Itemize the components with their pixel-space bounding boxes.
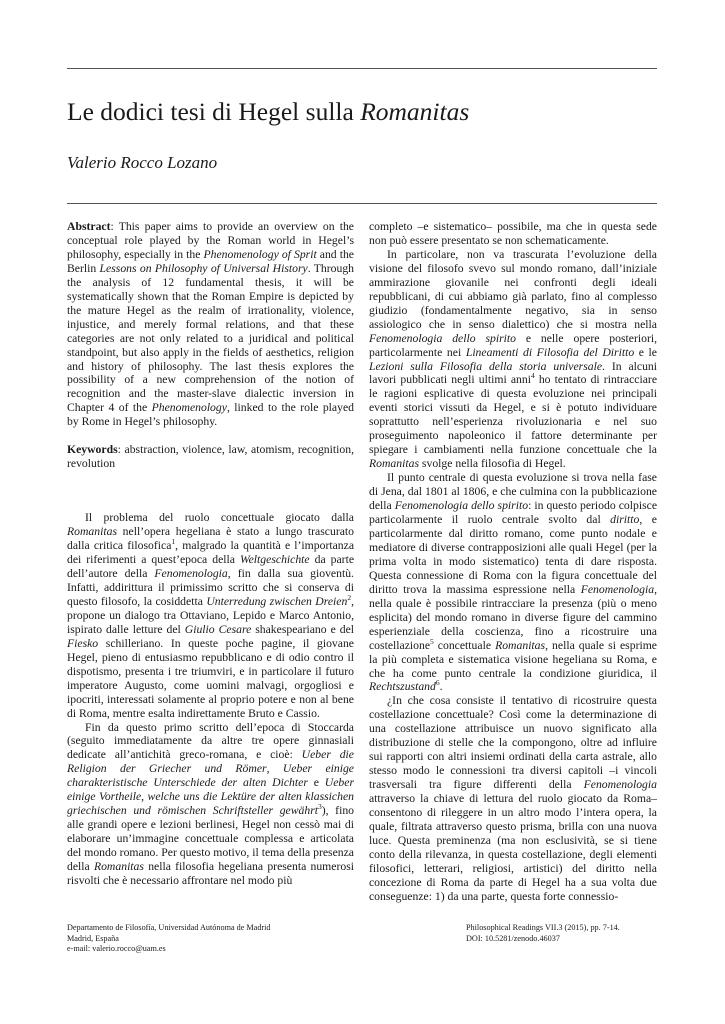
author-name: Valerio Rocco Lozano [67,153,218,172]
text-run: ¿In che cosa consiste il tentativo di ricostruire questa costellazione concettuale? Così come la determinazione di una costellazione attribuisce un nuovo significato alla distribuzione di stelle che la compongono, oltre ad influire sui rapporti con altri insiemi ordinati della carta astrale, allo stesso modo le connessioni tra diversi capitoli –i vincoli trasversali tra figure differenti della [369,694,657,792]
text-run: , [266,762,283,776]
text-run: e [307,776,325,790]
italic-run: Fenomenologia [580,582,655,596]
article-title [67,96,469,128]
text-run: Fin da questo primo scritto dell’epoca di Stoccarda (seguito immediatamente da altre tre opere ginnasiali dedicate all’antichità greco-romana, e cioè: [67,720,354,762]
left-column [67,220,354,888]
journal-info [466,923,620,944]
text-run: . [439,680,443,694]
text-run: , nella quale è possibile rintracciare la presenza (più o meno esplicita) del mondo romano in diverse figure del cammino esperienziale della coscienza, fino a ricostruire una costellazione [369,582,657,652]
text-run: svolge nella filosofia di Hegel. [419,457,566,471]
footnote-ref[interactable]: 4 [530,371,535,381]
italic-run: Romanitas [369,457,419,471]
italic-run: Fenomenologia dello spirito [369,331,516,345]
text-run: nell’opera hegeliana è stato a lungo trascurato dalla critica filosofica [67,525,354,553]
footnote-ref[interactable]: 2 [347,593,352,603]
text-run: schilleriano. In queste poche pagine, il giovane Hegel, pieno di entusiasmo repubblicano e di odio contro il dispotismo, presenta i tre triumviri, e in particolare il futuro imperatore Augusto, come uomini malvagi, orgogliosi e ipocriti, interessati solamente al proprio potere e non al bene di Roma, mentre esalta indirettamente Bruto e Cassio. [67,636,354,720]
text-run: , fin dalla sua gioventù. Infatti, addirittura il primissimo scritto che si conserva di questo filosofo, la cosiddetta [67,567,354,608]
keywords-text: : abstraction, violence, law, atomism, recognition, revolution [67,443,354,471]
footnote-ref[interactable]: 1 [171,537,176,547]
text-run: , propone un dialogo tra Ottaviano, Lepido e Marco Antonio, ispirato dalle letture del [67,594,354,636]
italic-run: Fenomenologia dello spirito [394,499,529,513]
italic-run: Giulio Cesare [184,622,252,636]
text-run: e nelle opere posteriori, particolarmente nei [369,331,658,359]
italic-run: Unterredung zwischen Dreien [206,594,348,608]
body-paragraph: completo –e sistematico– possibile, ma che in questa sede non può essere presentato se non schematicamente. [369,220,657,247]
abstract [67,220,354,429]
italic-run: Ueber einige Vortheile, welche uns die Lektüre der alten klassichen griechischen und römischen Schriftsteller gewährt [67,776,354,818]
abstract-text: , linked to the role played by Rome in Hegel’s philosophy. [67,401,354,429]
footnote-ref[interactable]: 6 [435,678,440,688]
keywords [67,443,354,471]
text-run: shakespeariano e del [251,622,355,636]
abstract-text: : This paper aims to provide an overview on the conceptual role played by the Roman world in Hegel’s philosophy, especially in the [67,220,354,261]
text-run: , malgrado la quantità e l’importanza dei riferimenti a quest’epoca della [67,539,355,567]
body-paragraph [67,721,354,888]
footnote-ref[interactable]: 5 [430,636,434,646]
affiliation-line: Madrid, España [67,933,119,943]
footnote-ref[interactable]: 3 [318,802,322,812]
text-run: da parte dell’autore della [67,553,355,581]
title-text: Le dodici tesi di Hegel sulla [67,97,361,126]
body-paragraph [369,694,657,903]
text-run: ho tentato di rintracciare le ragioni esplicative di questa evoluzione nei principali eventi storici vissuti da Hegel, e si è potuto individuare soprattutto nell’esperienza rivoluzionaria e nel suo proseguimento napoleonico il fattore determinante per spiegare i cambiamenti nella funzione concettuale che la [369,373,658,457]
italic-run: Romanitas [67,525,117,539]
top-rule [67,68,657,69]
italic-run: Fiesko [67,636,99,650]
italic-run: Lineamenti di Filosofia del Diritto [465,345,635,359]
italic-run: Ueber einige charakteristische Unterschiede der alten Dichter [67,762,354,790]
text-run: attraverso la chiave di lettura del ruolo giocato da Roma– consentono di rileggere in un altro modo l’intera opera, la quale, filtrata attraverso questo prisma, brilla con una nuova luce. Questa preminenza (ma non esclusività, se si tiene conto della rilevanza, in questa costellazione, degli elementi filosofici, letterari, religiosi, artistici) del diritto nella concezione di Roma da parte di Hegel ha a sua volta due conseguenze: 1) da una parte, questa forte connessio- [369,792,657,903]
abstract-text: and the Berlin [67,247,354,275]
author-affiliation [67,923,271,955]
italic-run: Rechtszustand [369,680,436,694]
italic-run: Lezioni sulla Filosofia della storia universale [369,359,603,373]
header-rule [67,203,657,204]
abstract-italic: Phenomenology [151,401,227,415]
italic-run: diritto [610,513,640,527]
abstract-label: Abstract [67,220,111,233]
body-paragraph [369,248,657,471]
text-run: Il punto centrale di questa evoluzione si trova nella fase di Jena, dal 1801 al 1806, e che culmina con la pubblicazione della [369,471,657,513]
text-run: , e particolarmente dal diritto romano, come punto nodale e mediatore di diverse contrapposizioni alle quali Hegel (per la prima volta in modo sistematico) tenta di dare risposta. Questa connessione di Roma con la figura concettuale del diritto trova la massima espressione nella [369,513,657,596]
text-run: , nella quale si esprime la più completa e sistematica visione hegeliana su Roma, e che ha come punto centrale la condizione giuridica, il [369,638,657,680]
text-run: In particolare, non va trascurata l’evoluzione della visione del filosofo svevo sul mondo romano, dall’iniziale ammirazione giovanile nei confronti degli ideali repubblicani, di cui abbiamo già parlato, fino al complesso giudizio (fondamentalmente negativo, sia in senso assiologico che in senso dialettico) che si mostra nella [369,247,657,331]
keywords-label: Keywords [67,443,118,457]
italic-run: Romanitas [93,860,144,874]
text-run: ), fino alle grandi opere e lezioni berlinesi, Hegel non cessò mai di elaborare un’immagine concettuale complessa e articolata del mondo romano. Per questo motivo, il tema della presenza della [67,804,355,874]
abstract-italic: Phenomenology of Sprit [203,247,317,261]
email-link[interactable]: e-mail: valerio.rocco@uam.es [67,944,166,954]
text-run: : in questo periodo colpisce particolarmente il ruolo centrale svolto dal [369,499,658,527]
affiliation-line: Departamento de Filosofía, Universidad Autónoma de Madrid [67,923,271,932]
abstract-italic: Lessons on Philosophy of Universal History [99,261,308,275]
text-run: . In alcuni lavori pubblicati negli ultimi anni [369,359,658,387]
title-italic: Romanitas [360,97,470,126]
doi-link[interactable]: DOI: 10.5281/zenodo.46037 [466,933,560,943]
text-run: Il problema del ruolo concettuale giocato dalla [85,511,354,525]
text-run: e le [634,345,657,359]
italic-run: Romanitas [495,638,546,652]
italic-run: Weltgeschichte [239,553,310,567]
italic-run: Fenomenologia [583,778,657,792]
right-column [369,220,657,904]
abstract-text: . Through the analysis of 12 fundamental thesis, it will be systematically shown that the Roman Empire is depicted by the mature Hegel as the realm of irrationality, violence, injustice, and merely formal relations, and that these categories are not only related to a juridical and political standpoint, but also apply in the fields of aesthetics, religion and history of philosophy. The last thesis explores the possibility of a new comprehension of the notion of recognition and the master-slave dialectic inversion in Chapter 4 of the [67,261,355,415]
body-paragraph [369,471,657,694]
text-run: concettuale [433,638,496,652]
journal-citation: Philosophical Readings VII.3 (2015), pp. 7-14. [466,923,620,932]
text-run: nella filosofia hegeliana presenta numerosi risvolti che è necessario affrontare nel modo più [67,860,354,887]
italic-run: Ueber die Religion der Griecher und Römer [67,748,354,776]
body-paragraph [67,511,354,720]
italic-run: Fenomenologia [154,567,228,581]
